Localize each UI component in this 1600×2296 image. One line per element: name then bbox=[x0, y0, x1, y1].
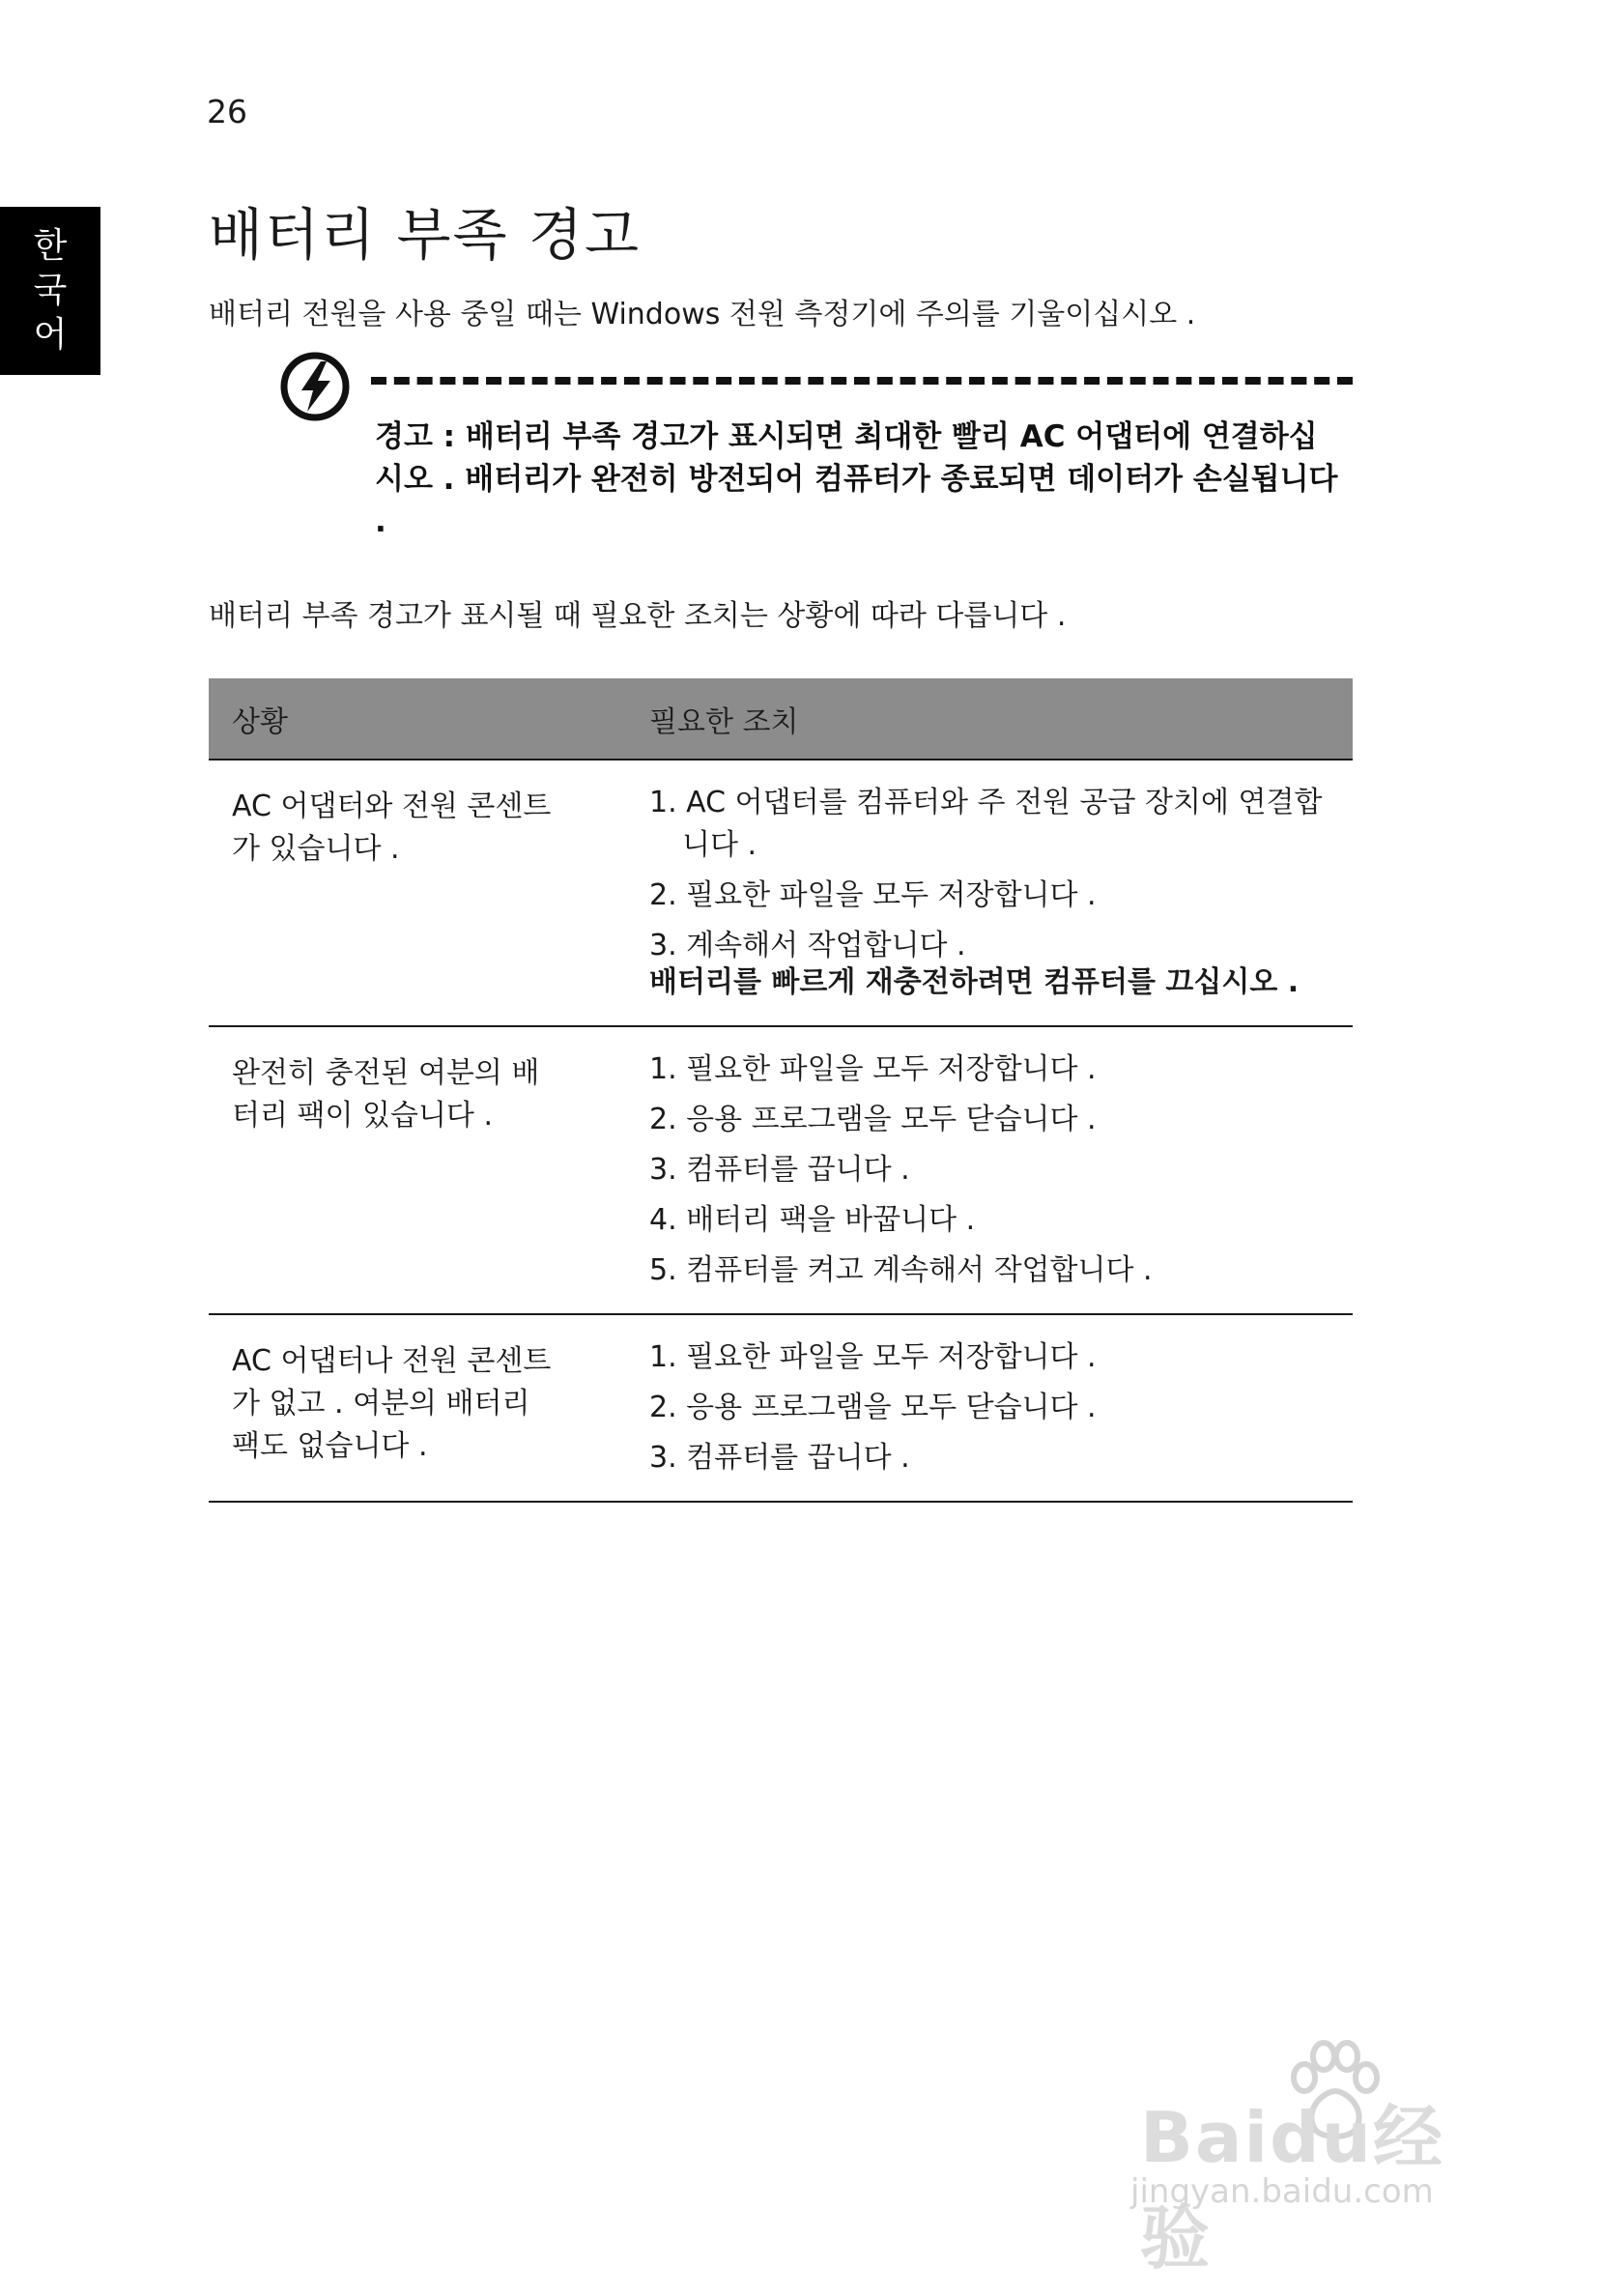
situation-text: AC 어댑터와 전원 콘센트가 있습니다 . bbox=[232, 789, 552, 866]
situation-text: AC 어댑터나 전원 콘센트가 없고 . 여분의 배터리 팩도 없습니다 . bbox=[232, 1344, 552, 1463]
intro-text: 배터리 전원을 사용 중일 때는 Windows 전원 측정기에 주의를 기울이십시오 . bbox=[209, 298, 1196, 331]
lightning-warning-icon bbox=[278, 350, 352, 423]
situation-cell bbox=[209, 1026, 626, 1314]
step-item: 3. 계속해서 작업합니다 . bbox=[649, 929, 966, 962]
step-list bbox=[649, 1027, 1329, 1313]
header-action: 필요한 조치 bbox=[626, 678, 1353, 760]
step-item: 2. 필요한 파일을 모두 저장합니다 . bbox=[649, 878, 1097, 912]
action-cell bbox=[626, 1314, 1353, 1502]
language-tab bbox=[0, 207, 100, 375]
lead-text: 배터리 부족 경고가 표시될 때 필요한 조치는 상황에 따라 다릅니다 . bbox=[209, 599, 1067, 633]
recharge-note: 배터리를 빠르게 재충전하려면 컴퓨터를 끄십시오 . bbox=[649, 965, 1300, 999]
step-item: 2. 응용 프로그램을 모두 닫습니다 . bbox=[649, 1103, 1097, 1136]
action-table bbox=[209, 678, 1353, 1503]
step-item: 1. 필요한 파일을 모두 저장합니다 . bbox=[649, 1052, 1097, 1086]
situation-cell bbox=[209, 760, 626, 1026]
warning-text: 경고 : 배터리 부족 경고가 표시되면 최대한 빨리 AC 어댑터에 연결하십시오 . 배터리가 완전히 방전되어 컴퓨터가 종료되면 데이터가 손실됩니다 . bbox=[375, 419, 1338, 539]
step-item: 1. AC 어댑터를 컴퓨터와 주 전원 공급 장치에 연결합니다 . bbox=[649, 786, 1323, 862]
warning-divider bbox=[371, 377, 1353, 385]
page-number: 26 bbox=[207, 93, 247, 130]
header-situation: 상황 bbox=[209, 678, 626, 760]
table-row bbox=[209, 760, 1353, 1026]
baidu-watermark bbox=[1121, 2039, 1507, 2279]
situation-cell bbox=[209, 1314, 626, 1502]
page-title: 배터리 부족 경고 bbox=[209, 202, 642, 268]
watermark-url: jingyan.baidu.com bbox=[1130, 2172, 1434, 2211]
step-list bbox=[649, 761, 1329, 967]
language-tab-char: 어 bbox=[33, 315, 68, 355]
step-list bbox=[649, 1315, 1329, 1501]
watermark-brand: Baidu经验 bbox=[1140, 2097, 1444, 2279]
step-item: 1. 필요한 파일을 모두 저장합니다 . bbox=[649, 1340, 1097, 1374]
table-row bbox=[209, 1026, 1353, 1314]
situation-text: 완전히 충전된 여분의 배터리 팩이 있습니다 . bbox=[232, 1056, 540, 1133]
step-item: 5. 컴퓨터를 켜고 계속해서 작업합니다 . bbox=[649, 1253, 1153, 1287]
step-item: 3. 컴퓨터를 끕니다 . bbox=[649, 1153, 910, 1187]
step-item: 2. 응용 프로그램을 모두 닫습니다 . bbox=[649, 1391, 1097, 1424]
step-item: 3. 컴퓨터를 끕니다 . bbox=[649, 1441, 910, 1475]
action-cell bbox=[626, 1026, 1353, 1314]
step-item: 4. 배터리 팩을 바꿉니다 . bbox=[649, 1203, 976, 1237]
language-tab-char: 한 bbox=[33, 226, 68, 266]
table-row bbox=[209, 1314, 1353, 1502]
table-header-row bbox=[209, 678, 1353, 760]
language-tab-char: 국 bbox=[33, 271, 68, 310]
action-cell bbox=[626, 760, 1353, 1026]
